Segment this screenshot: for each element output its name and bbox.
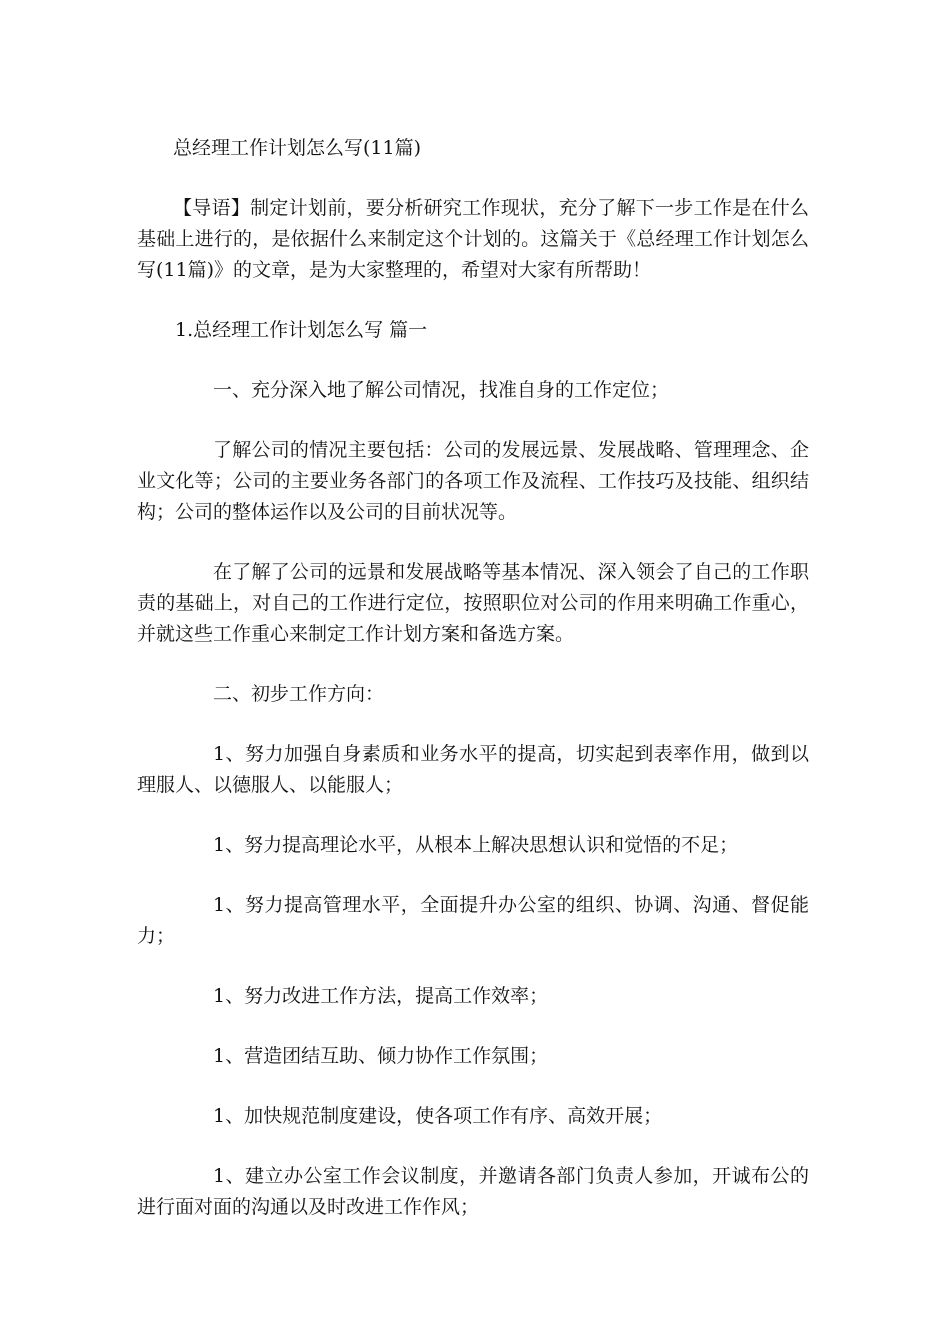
point-one-heading: 一、充分深入地了解公司情况，找准自身的工作定位； bbox=[213, 379, 670, 401]
list-item: 1、营造团结互助、倾力协作工作氛围； bbox=[213, 1045, 549, 1067]
section-heading: 1.总经理工作计划怎么写 篇一 bbox=[175, 319, 428, 341]
list-item: 1、努力提高理论水平，从根本上解决思想认识和觉悟的不足； bbox=[213, 834, 739, 856]
list-item: 1、努力加强自身素质和业务水平的提高，切实起到表率作用，做到以理服人、以德服人、以能服人； bbox=[137, 743, 809, 796]
point-two-heading: 二、初步工作方向： bbox=[213, 683, 385, 705]
document-body bbox=[137, 133, 809, 1252]
list-item: 1、努力改进工作方法，提高工作效率； bbox=[213, 985, 549, 1007]
positioning-paragraph: 在了解了公司的远景和发展战略等基本情况、深入领会了自己的工作职责的基础上，对自己的工作进行定位，按照职位对公司的作用来明确工作重心，并就这些工作重心来制定工作计划方案和备选方案。 bbox=[137, 561, 809, 645]
document-title: 总经理工作计划怎么写(11篇) bbox=[173, 137, 422, 159]
company-understanding-paragraph: 了解公司的情况主要包括：公司的发展远景、发展战略、管理理念、企业文化等；公司的主要业务各部门的各项工作及流程、工作技巧及技能、组织结构；公司的整体运作以及公司的目前状况等。 bbox=[137, 439, 809, 523]
intro-paragraph: 【导语】制定计划前，要分析研究工作现状，充分了解下一步工作是在什么基础上进行的，是依据什么来制定这个计划的。这篇关于《总经理工作计划怎么写(11篇)》的文章，是为大家整理的，希望对大家有所帮助！ bbox=[137, 197, 809, 281]
list-item: 1、加快规范制度建设，使各项工作有序、高效开展； bbox=[213, 1105, 663, 1127]
list-item: 1、努力提高管理水平，全面提升办公室的组织、协调、沟通、督促能力； bbox=[137, 894, 809, 947]
list-item: 1、建立办公室工作会议制度，并邀请各部门负责人参加，开诚布公的进行面对面的沟通以及时改进工作作风； bbox=[137, 1165, 809, 1218]
